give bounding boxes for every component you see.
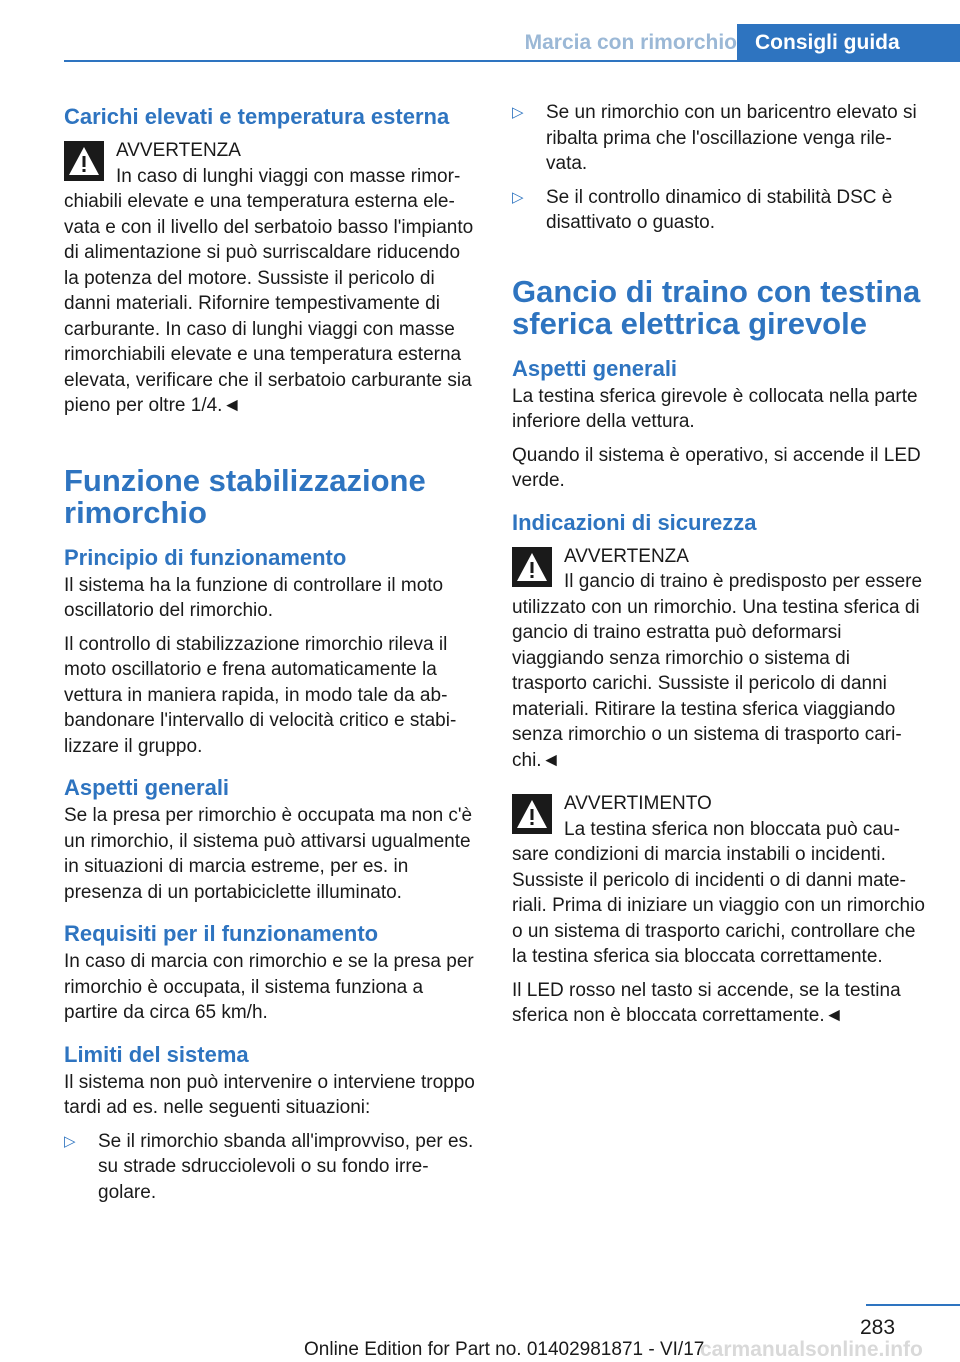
paragraph: Quando il sistema è operativo, si accende il LED verde.	[512, 444, 921, 491]
heading-loads-temperature: Carichi elevati e temperatura esterna	[64, 104, 450, 129]
warning-text: Il gancio di traino è predisposto per essere utilizzato con un rimorchio. Una testina sferica di gancio di traino estratta può deformarsi viaggiando senza rimorchio o sistema di trasporto carichi. Sussiste il pericolo di danni materiali. Ritirare la testina sferica viaggiando senza rimorchio o un sistema di trasporto carichi.◄	[512, 571, 923, 771]
watermark: carmanualsonline.info	[700, 1338, 923, 1361]
bullet-triangle-icon: ▷	[64, 1132, 76, 1150]
heading-requirements: Requisiti per il funzionamento	[64, 921, 379, 946]
heading-trailer-stabilization: Funzione stabilizzazione rimorchio	[64, 462, 426, 530]
header-chapter-tab: Consigli guida	[737, 24, 960, 62]
bullet-triangle-icon: ▷	[512, 188, 524, 206]
header-section-title: Marcia con rimorchio	[524, 31, 737, 54]
page-header	[0, 0, 960, 62]
paragraph: Se la presa per rimorchio è occupata ma non c'è un rimorchio, il sistema può attivarsi ugualmente in situazioni di marcia estreme, per es. in presenza di un portabiciclette illuminato.	[64, 805, 473, 903]
warning-title: AVVERTENZA	[116, 140, 241, 161]
left-column	[64, 100, 478, 1213]
list-item-text: Se il rimorchio sbanda all'improvviso, per es. su strade sdrucciolevoli o su fondo irregolare.	[98, 1130, 474, 1203]
list-item-text: Se il controllo dinamico di stabilità DSC è disattivato o guasto.	[546, 186, 893, 233]
paragraph: La testina sferica girevole è collocata nella parte inferiore della vettura.	[512, 385, 918, 432]
heading-general-aspects: Aspetti generali	[512, 355, 678, 381]
warning-triangle-icon	[64, 141, 104, 181]
warning-title: AVVERTENZA	[564, 545, 689, 567]
list-item	[512, 100, 926, 177]
list-item-text: Se un rimorchio con un baricentro elevato si ribalta prima che l'oscillazione venga rilevata.	[546, 102, 917, 174]
footer-edition-note: Online Edition for Part no. 01402981871 - VI/17	[304, 1339, 705, 1360]
warning-triangle-icon	[512, 547, 552, 587]
warning-block	[512, 791, 926, 970]
heading-system-limits: Limiti del sistema	[64, 1041, 249, 1067]
warning-title: AVVERTIMENTO	[564, 793, 712, 814]
warning-text: In caso di lunghi viaggi con masse rimorchiabili elevate e una temperatura esterna elevata e con il livello del serbatoio basso l'impianto di alimentazione si può surriscaldare riducendo la potenza del motore. Sussiste il pericolo di danni materiali. Rifornire tempestivamente di carburante. In caso di lunghi viaggi con masse rimorchiabili elevate e una temperatura esterna elevata, verificare che il serbatoio carburante sia pieno per oltre 1/4.◄	[64, 165, 474, 416]
right-column	[512, 100, 926, 1037]
heading-operating-principle: Principio di funzionamento	[64, 544, 347, 570]
bullet-triangle-icon: ▷	[512, 104, 524, 121]
footer-divider	[866, 1304, 960, 1306]
paragraph: Il sistema non può intervenire o interviene troppo tardi ad es. nelle seguenti situazioni:	[64, 1071, 475, 1118]
list-item	[512, 185, 926, 236]
heading-safety-notes: Indicazioni di sicurezza	[512, 509, 757, 535]
header-divider	[64, 60, 960, 62]
warning-block	[512, 544, 926, 774]
warning-text: La testina sferica non bloccata può causare condizioni di marcia instabili o incidenti. Sussiste il pericolo di incidenti o di danni materiali. Prima di iniziare un viaggio con un rimorchio o un sistema di trasporto carichi, controllare che la testina sferica sia bloccata correttamente.	[512, 818, 925, 967]
page-number: 283	[860, 1316, 896, 1339]
heading-towing-hitch: Gancio di traino con testina sferica elettrica girevole	[512, 273, 921, 341]
paragraph: In caso di marcia con rimorchio e se la presa per rimorchio è occupata, il sistema funziona a partire da circa 65 km/h.	[64, 951, 474, 1023]
warning-block	[64, 138, 478, 419]
paragraph: Il controllo di stabilizzazione rimorchio rileva il moto oscillatorio e frena automaticamente la vettura in maniera rapida, in modo tale da abbandonare l'intervallo di velocità critico e stabilizzare il gruppo.	[64, 633, 457, 757]
list-item	[64, 1129, 478, 1206]
heading-general-aspects: Aspetti generali	[64, 775, 230, 800]
paragraph: Il sistema ha la funzione di controllare il moto oscillatorio del rimorchio.	[64, 574, 444, 621]
paragraph: Il LED rosso nel tasto si accende, se la testina sferica non è bloccata correttamente.◄	[512, 979, 901, 1026]
warning-triangle-icon	[512, 794, 552, 834]
